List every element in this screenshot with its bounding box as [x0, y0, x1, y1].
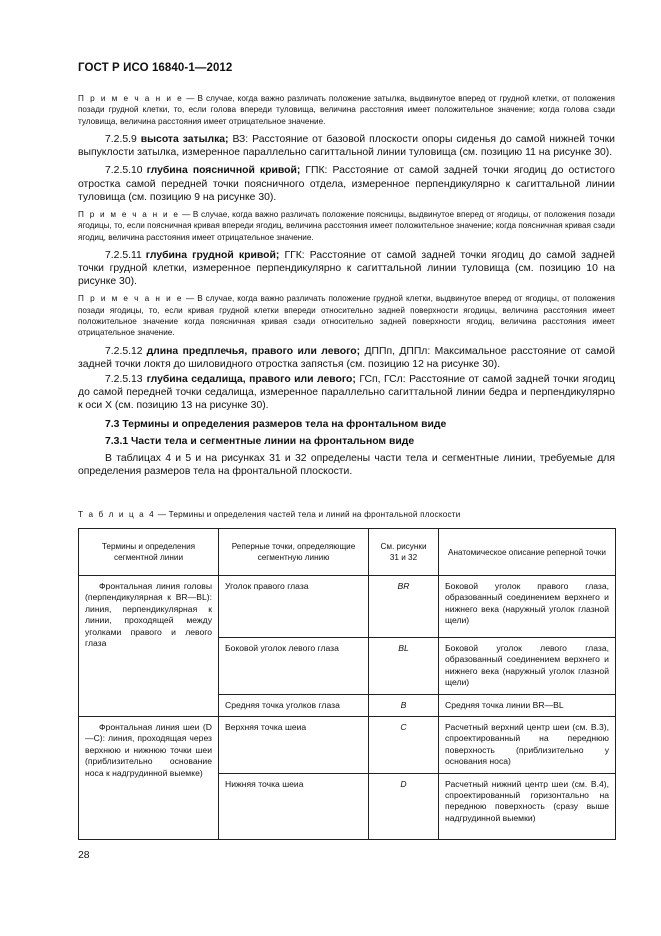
header-cell: Реперные точки, определяющие сегментную линию — [219, 529, 369, 576]
header-cell: См. рисунки 31 и 32 — [369, 529, 439, 576]
note-2: П р и м е ч а н и е — В случае, когда важно различать положение поясницы, выдвинутое вперед от ягодицы, от положения позади ягодицы, то, если поясничная кривая впереди ягодиц, величина расстояния имеет положительное значение; когда поясничная кривая сзади ягодиц, величина расстояния имеет отрицательное значение. — [78, 209, 615, 242]
clause-7-2-5-10: 7.2.5.10 глубина поясничной кривой; ГПК: Расстояние от самой задней точки ягодиц до остистого отростка самой передней точки поясничного отдела, измеренное перпендикулярно к сагиттальной линии туловища (см. позицию 9 на рисунке 30). — [78, 165, 615, 203]
desc-cell: Расчетный нижний центр шеи (см. В.4), спроектированный горизонтально на переднюю поверхность (сразу выше надгрудинной выемки) — [439, 773, 616, 839]
table-4 — [78, 528, 616, 840]
table-row — [79, 576, 616, 638]
document-header: ГОСТ Р ИСО 16840-1—2012 — [78, 62, 233, 74]
intro-paragraph: В таблицах 4 и 5 и на рисунках 31 и 32 определены части тела и сегментные линии, требуемые для определения размеров тела на фронтальной плоскости. — [78, 453, 615, 478]
header-cell: Термины и определения сегментной линии — [79, 529, 219, 576]
point-cell: Нижняя точка шеиа — [219, 773, 369, 839]
point-cell: Уголок правого глаза — [219, 576, 369, 638]
term-cell: Фронтальная линия шеи (D—C): линия, проходящая через верхнюю и нижнюю точки шеи (приблизительно основание носа к надгрудинной выемке) — [79, 717, 219, 840]
desc-cell: Боковой уголок левого глаза, образованный соединением верхнего и нижнего века (наружный уголок глазной щели) — [439, 638, 616, 695]
page-number: 28 — [78, 850, 90, 861]
table-header-row — [79, 529, 616, 576]
section-7-3-heading: 7.3 Термины и определения размеров тела на фронтальном виде — [105, 418, 447, 430]
note-3: П р и м е ч а н и е — В случае, когда важно различать положение грудной клетки, выдвинутое вперед от ягодицы, от положения позади ягодицы, то, если кривая грудной клетки впереди относительно задней поверхности ягодицы, величина расстояния имеет положительное значение когда поясничная кривая сзади относительно задней поверхности ягодиц, величина расстояния имеет отрицательное значение. — [78, 294, 615, 338]
code-cell: BL — [369, 638, 439, 695]
code-cell: B — [369, 694, 439, 716]
note-label: П р и м е ч а н и е — [78, 294, 184, 304]
note-label: П р и м е ч а н и е — [78, 94, 184, 103]
header-cell: Анатомическое описание реперной точки — [439, 529, 616, 576]
main-text — [78, 93, 615, 478]
clause-7-2-5-11: 7.2.5.11 глубина грудной кривой; ГГК: Расстояние от самой задней точки ягодиц до самой задней точки грудной клетки, измеренное перпендикулярно к сагиттальной линии туловища (см. позицию 10 на рисунке 30). — [78, 249, 615, 288]
code-cell: C — [369, 717, 439, 774]
point-cell: Средняя точка уголков глаза — [219, 694, 369, 716]
point-cell: Верхняя точка шеиа — [219, 717, 369, 774]
desc-cell: Боковой уголок правого глаза, образованный соединением верхнего и нижнего века (наружный уголок глазной щели) — [439, 576, 616, 638]
table-row — [79, 717, 616, 774]
note-label: П р и м е ч а н и е — [78, 209, 180, 219]
clause-7-2-5-9: 7.2.5.9 высота затылка; ВЗ: Расстояние от базовой плоскости опоры сиденья до самой нижней точки выпуклости затылка, измеренное параллельно сагиттальной линии туловища (см. позицию 11 на рисунке 30). — [78, 133, 615, 159]
point-cell: Боковой уголок левого глаза — [219, 638, 369, 695]
code-cell: BR — [369, 576, 439, 638]
note-1: П р и м е ч а н и е — В случае, когда важно различать положение затылка, выдвинутое вперед от грудной клетки, от положения позади грудной клетки, то, если голова впереди туловища, величина расстояния имеет положительное значение; когда голова сзади туловища, величина расстояния имеет отрицательное значение. — [78, 94, 615, 126]
section-7-3-1-heading: 7.3.1 Части тела и сегментные линии на фронтальном виде — [105, 435, 415, 447]
table-caption: Т а б л и ц а 4 — Термины и определения частей тела и линий на фронтальной плоскости — [78, 510, 461, 519]
code-cell: D — [369, 773, 439, 839]
desc-cell: Расчетный верхний центр шеи (см. В.3), спроектированный на переднюю поверхность (приблизительно у основания носа) — [439, 717, 616, 774]
clause-7-2-5-12: 7.2.5.12 длина предплечья, правого или левого; ДППп, ДППл: Максимальное расстояние от самой задней точки локтя до шиловидного отростка запястья (см. позицию 12 на рисунке 30). — [78, 345, 615, 370]
term-cell: Фронтальная линия головы (перпендикулярная к BR—BL): линия, перпендикулярная к линии, проходящей между уголками правого и левого глаза — [79, 576, 219, 717]
desc-cell: Средняя точка линии BR—BL — [439, 694, 616, 716]
clause-7-2-5-13: 7.2.5.13 глубина седалища, правого или левого; ГСп, ГСл: Расстояние от самой задней точки ягодиц до самой передней точки седалища, измеренное параллельно сагиттальной линии бедра и перпендикулярно к оси X (см. позицию 13 на рисунке 30). — [78, 374, 615, 412]
